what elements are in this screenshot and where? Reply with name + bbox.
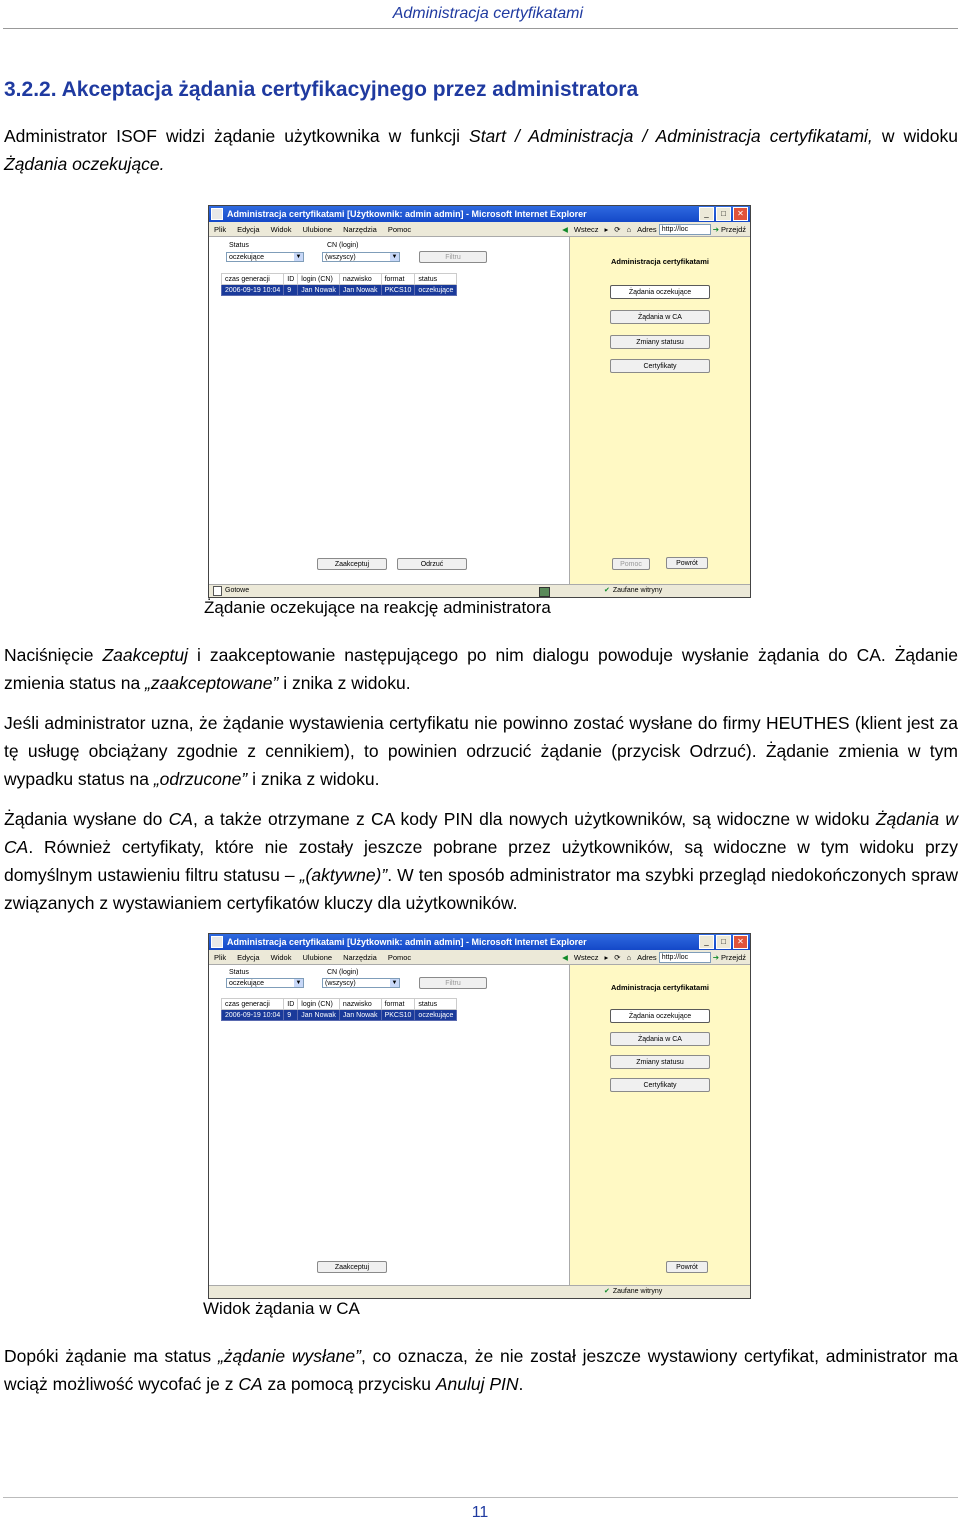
chevron-down-icon: ▼: [391, 980, 398, 986]
minimize-button[interactable]: _: [699, 935, 714, 949]
toolbar: [562, 952, 750, 963]
text: , co oznacza, że nie został jeszcze wystawiony certyfikat, administrator ma wciąż możliwość wycofać je z: [4, 1346, 958, 1394]
menu-file[interactable]: Plik: [214, 952, 227, 962]
side-heading: Administracja certyfikatami: [611, 983, 709, 992]
table-header-row: [222, 274, 457, 285]
table-cell: 2006-09-19 10:04: [222, 285, 284, 296]
paragraph-accept: [4, 641, 958, 697]
text: . Również certyfikaty, które nie zostały jeszcze pobrane przez użytkowników, są widoczne w tym widoku przy domyślnym ustawieniu filtru statusu: [4, 837, 958, 885]
column-header[interactable]: czas generacji: [222, 999, 284, 1010]
table-cell: Jan Nowak: [339, 285, 381, 296]
table-cell: 9: [284, 1010, 298, 1021]
paragraph-reject: [4, 709, 958, 793]
go-button[interactable]: Przejdź: [720, 224, 746, 234]
table-row[interactable]: [222, 1010, 457, 1021]
requests-table: [221, 273, 457, 296]
admin-side-pane: [569, 237, 750, 587]
window-content: [209, 965, 750, 1288]
text: w widoku: [872, 126, 958, 146]
table-cell: Jan Nowak: [339, 1010, 381, 1021]
table-cell: oczekujące: [415, 1010, 457, 1021]
status-right: [604, 1286, 662, 1298]
filter-button[interactable]: Filtru: [419, 251, 487, 263]
column-header[interactable]: login (CN): [298, 274, 340, 285]
table-cell: PKCS10: [381, 285, 415, 296]
zone-icon: [539, 587, 550, 597]
view-name: Żądania w CA: [4, 809, 958, 857]
refresh-icon[interactable]: ⟳: [614, 224, 621, 234]
table-cell: Jan Nowak: [298, 285, 340, 296]
table-cell: 2006-09-19 10:04: [222, 1010, 284, 1021]
text: za pomocą przycisku: [262, 1374, 436, 1394]
menu-help[interactable]: Pomoc: [387, 952, 412, 962]
home-icon[interactable]: ⌂: [626, 952, 632, 962]
back-button[interactable]: Wstecz: [573, 952, 599, 962]
status-reference: „zaakceptowane”: [145, 673, 279, 693]
view-name: Żądania oczekujące.: [4, 154, 165, 174]
column-header[interactable]: nazwisko: [339, 999, 381, 1010]
table-cell: 9: [284, 285, 298, 296]
text: Naciśnięcie: [4, 645, 103, 665]
window-content: [209, 237, 750, 587]
ie-icon: [211, 208, 223, 220]
text: Jeśli administrator uzna, że żądanie wystawienia certyfikatu nie powinno zostać wysłane do firmy HEUTHES (klient jest za tę usługę obciążany zgodnie z cennikiem), to powinien odrzucić żądanie (przycisk Odrzuć). Żądanie zmienia w tym wypadku status na: [4, 713, 958, 789]
text: , a także otrzymane z CA kody PIN dla nowych użytkowników, są widoczne w widoku: [192, 809, 876, 829]
address-field[interactable]: http://loc: [659, 224, 711, 235]
status-select[interactable]: [226, 978, 304, 988]
status-changes-button[interactable]: Zmiany statusu: [610, 1055, 710, 1069]
table-cell: oczekujące: [415, 285, 457, 296]
back-arrow-icon[interactable]: ◀: [562, 224, 568, 234]
zone-text: Zaufane witryny: [612, 1288, 663, 1295]
refresh-icon[interactable]: ⟳: [614, 952, 621, 962]
menu-file[interactable]: Plik: [214, 224, 227, 234]
filter-button[interactable]: Filtru: [419, 977, 487, 989]
close-button[interactable]: ✕: [733, 207, 748, 221]
menu-bar: [209, 222, 750, 237]
running-header: Administracja certyfikatami: [392, 5, 583, 22]
column-header[interactable]: czas generacji: [222, 274, 284, 285]
screenshot-ca-requests: [208, 933, 751, 1299]
trusted-check-icon: ✔: [604, 587, 610, 594]
ca-requests-button[interactable]: Żądania w CA: [610, 1032, 710, 1046]
address-bar: [637, 952, 746, 963]
window-title: Administracja certyfikatami [Użytkownik: admin admin] - Microsoft Internet Explorer: [227, 209, 587, 219]
certificates-button[interactable]: Certyfikaty: [610, 359, 710, 373]
menu-tools[interactable]: Narzędzia: [343, 224, 377, 234]
text: Dopóki żądanie ma status: [4, 1346, 218, 1366]
back-arrow-icon[interactable]: ◀: [562, 952, 568, 962]
column-header[interactable]: format: [381, 274, 415, 285]
text: i zaakceptowanie następującego po nim dialogu powoduje wysłanie żądania do CA. Żądanie zmienia status na: [4, 645, 958, 693]
text: Administrator ISOF widzi żądanie użytkownika w funkcji: [4, 126, 470, 146]
side-heading: Administracja certyfikatami: [611, 257, 709, 266]
cn-select[interactable]: [322, 978, 400, 988]
help-button[interactable]: Pomoc: [612, 558, 650, 570]
footer-divider: [3, 1497, 958, 1498]
menu-view[interactable]: Widok: [270, 952, 292, 962]
address-bar: [637, 224, 746, 235]
menu-favorites[interactable]: Ulubione: [302, 952, 333, 962]
requests-table: [221, 998, 457, 1021]
chevron-down-icon: ▼: [295, 980, 302, 986]
reject-button[interactable]: Odrzuć: [397, 558, 467, 570]
screenshot-pending-requests: [208, 205, 751, 598]
column-header[interactable]: ID: [284, 274, 298, 285]
column-header[interactable]: status: [415, 274, 457, 285]
cn-filter-label: CN (login): [327, 242, 359, 249]
page-icon: [213, 586, 222, 596]
table-cell: PKCS10: [381, 1010, 415, 1021]
figure-caption-1: Żądanie oczekujące na reakcję administratora: [204, 598, 551, 617]
close-button[interactable]: ✕: [733, 935, 748, 949]
back-nav-button[interactable]: Powrót: [666, 557, 708, 569]
zone-text: Zaufane witryny: [612, 587, 663, 594]
address-field[interactable]: http://loc: [659, 952, 711, 963]
column-header[interactable]: status: [415, 999, 457, 1010]
column-header[interactable]: nazwisko: [339, 274, 381, 285]
window-title: Administracja certyfikatami [Użytkownik: admin admin] - Microsoft Internet Explorer: [227, 937, 587, 947]
table-header-row: [222, 999, 457, 1010]
requests-pane: [209, 237, 569, 587]
menu-bar: [209, 950, 750, 965]
back-nav-button[interactable]: Powrót: [666, 1261, 708, 1273]
button-reference: Anuluj PIN: [435, 1374, 519, 1394]
status-reference: „żądanie wysłane”: [217, 1346, 361, 1366]
cn-filter-label: CN (login): [327, 969, 359, 976]
maximize-button[interactable]: □: [716, 207, 731, 221]
paragraph-intro: [4, 122, 958, 178]
text: Żądania wysłane do: [4, 809, 169, 829]
admin-side-pane: [569, 965, 750, 1288]
menu-help[interactable]: Pomoc: [387, 224, 412, 234]
text: . W ten sposób administrator ma szybki przegląd niedokończonych spraw związanych z wystawianiem certyfikatów kluczy dla użytkowników.: [4, 865, 959, 913]
pending-requests-button[interactable]: Żądania oczekujące: [610, 285, 710, 299]
menu-tools[interactable]: Narzędzia: [343, 952, 377, 962]
certificates-button[interactable]: Certyfikaty: [610, 1078, 710, 1092]
back-button[interactable]: Wstecz: [573, 224, 599, 234]
table-row[interactable]: [222, 285, 457, 296]
chevron-down-icon: ▼: [391, 254, 398, 260]
window-titlebar: [209, 206, 750, 222]
address-label: Adres: [637, 952, 657, 962]
column-header[interactable]: login (CN): [298, 999, 340, 1010]
status-bar: [209, 584, 750, 597]
status-select-value: oczekujące: [229, 254, 265, 261]
status-select-value: oczekujące: [229, 980, 265, 987]
requests-pane: [209, 965, 569, 1288]
window-titlebar: [209, 934, 750, 950]
cn-select-value: (wszyscy): [325, 254, 356, 261]
cn-select-value: (wszyscy): [325, 980, 356, 987]
go-arrow-icon[interactable]: ➔: [712, 224, 719, 234]
trusted-check-icon: ✔: [604, 1288, 610, 1295]
go-arrow-icon[interactable]: ➔: [712, 952, 719, 962]
term: CA: [238, 1374, 263, 1394]
figure-caption-2: Widok żądania w CA: [203, 1299, 360, 1318]
ca-requests-button[interactable]: Żądania w CA: [610, 310, 710, 324]
column-header[interactable]: format: [381, 999, 415, 1010]
accept-button[interactable]: Zaakceptuj: [317, 558, 387, 570]
status-filter-label: Status: [229, 242, 249, 249]
table-cell: Jan Nowak: [298, 1010, 340, 1021]
menu-path: Start / Administracja / Administracja certyfikatami,: [469, 126, 873, 146]
status-text: Gotowe: [225, 587, 250, 594]
menu-edit[interactable]: Edycja: [237, 952, 260, 962]
text: i znika z widoku.: [278, 673, 411, 693]
button-reference: Zaakceptuj: [102, 645, 189, 665]
text: .: [518, 1374, 524, 1394]
address-label: Adres: [637, 224, 657, 234]
chevron-down-icon: ▼: [295, 254, 302, 260]
cn-select[interactable]: [322, 252, 400, 262]
filter-value: – „(aktywne)”: [284, 865, 388, 885]
toolbar: [562, 224, 750, 235]
status-changes-button[interactable]: Zmiany statusu: [610, 335, 710, 349]
status-left: [213, 585, 249, 597]
section-title: 3.2.2. Akceptacja żądania certyfikacyjnego przez administratora: [4, 78, 639, 101]
paragraph-cancel-pin: [4, 1342, 958, 1398]
status-reference: „odrzucone”: [153, 769, 248, 789]
page-number: 11: [471, 1504, 489, 1521]
menu-view[interactable]: Widok: [270, 224, 292, 234]
forward-arrow-icon[interactable]: ▸: [604, 224, 609, 234]
column-header[interactable]: ID: [284, 999, 298, 1010]
go-button[interactable]: Przejdź: [720, 952, 746, 962]
paragraph-ca-view: [4, 805, 958, 917]
accept-button[interactable]: Zaakceptuj: [317, 1261, 387, 1273]
status-bar: [209, 1285, 750, 1298]
menu-favorites[interactable]: Ulubione: [302, 224, 333, 234]
text: i znika z widoku.: [247, 769, 380, 789]
home-icon[interactable]: ⌂: [626, 224, 632, 234]
menu-edit[interactable]: Edycja: [237, 224, 260, 234]
status-filter-label: Status: [229, 969, 249, 976]
ie-icon: [211, 936, 223, 948]
header-divider: [3, 28, 958, 29]
term: CA: [168, 809, 193, 829]
status-select[interactable]: [226, 252, 304, 262]
forward-arrow-icon[interactable]: ▸: [604, 952, 609, 962]
minimize-button[interactable]: _: [699, 207, 714, 221]
maximize-button[interactable]: □: [716, 935, 731, 949]
status-right: [604, 585, 662, 597]
pending-requests-button[interactable]: Żądania oczekujące: [610, 1009, 710, 1023]
